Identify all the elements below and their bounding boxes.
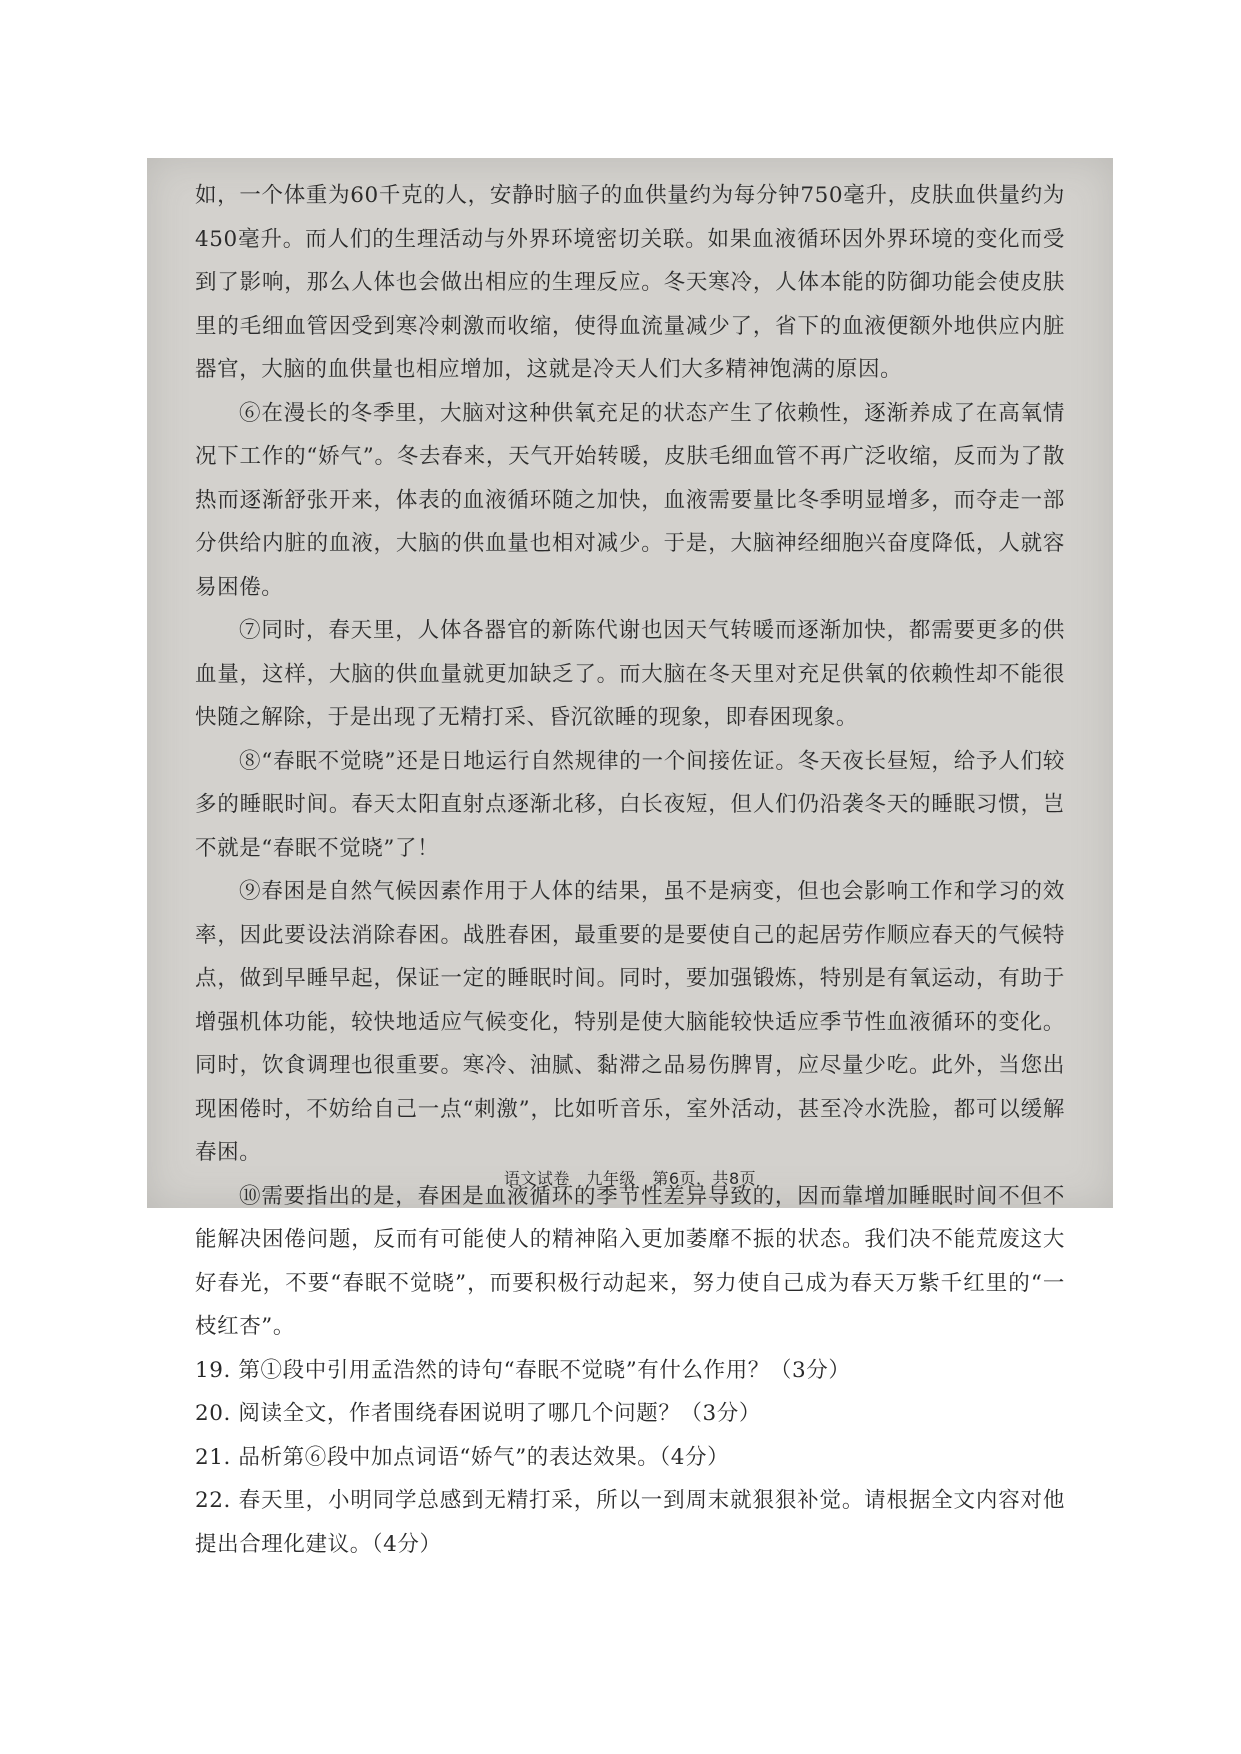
passage-paragraph-10: ⑩需要指出的是，春困是血液循环的季节性差异导致的，因而靠增加睡眠时间不但不能解决困倦问题，反而有可能使人的精神陷入更加萎靡不振的状态。我们决不能荒废这大好春光，不要“春眠不觉晓”，而要积极行动起来，努力使自己成为春天万紫千红里的“一枝红杏”。: [195, 1183, 1065, 1339]
question-list: [195, 1349, 1065, 1567]
passage-paragraph-6: ⑥在漫长的冬季里，大脑对这种供氧充足的状态产生了依赖性，逐渐养成了在高氧情况下工作的“娇气”。冬去春来，天气开始转暖，皮肤毛细血管不再广泛收缩，反而为了散热而逐渐舒张开来，体表的血液循环随之加快，血液需要量比冬季明显增多，而夺走一部分供给内脏的血液，大脑的供血量也相对减少。于是，大脑神经细胞兴奋度降低，人就容易困倦。: [195, 400, 1065, 600]
reading-passage: [195, 174, 1065, 1566]
question-19: 19. 第①段中引用孟浩然的诗句“春眠不觉晓”有什么作用？（3分）: [195, 1357, 851, 1383]
question-20: 20. 阅读全文，作者围绕春困说明了哪几个问题？（3分）: [195, 1401, 762, 1426]
question-22: 22. 春天里，小明同学总感到无精打采，所以一到周末就狠狠补觉。请根据全文内容对他提出合理化建议。（4分）: [195, 1488, 1065, 1557]
passage-paragraph-7: ⑦同时，春天里，人体各器官的新陈代谢也因天气转暖而逐渐加快，都需要更多的供血量，这样，大脑的供血量就更加缺乏了。而大脑在冬天里对充足供氧的依赖性却不能很快随之解除，于是出现了无精打采、昏沉欲睡的现象，即春困现象。: [195, 618, 1065, 730]
passage-paragraph-9: ⑨春困是自然气候因素作用于人体的结果，虽不是病变，但也会影响工作和学习的效率，因此要设法消除春困。战胜春困，最重要的是要使自己的起居劳作顺应春天的气候特点，做到早睡早起，保证一定的睡眠时间。同时，要加强锻炼，特别是有氧运动，有助于增强机体功能，较快地适应气候变化，特别是使大脑能较快适应季节性血液循环的变化。同时，饮食调理也很重要。寒冷、油腻、黏滞之品易伤脾胃，应尽量少吃。此外，当您出现困倦时，不妨给自己一点“刺激”，比如听音乐，室外活动，甚至冷水洗脸，都可以缓解春困。: [195, 879, 1065, 1165]
passage-paragraph-8: ⑧“春眠不觉晓”还是日地运行自然规律的一个间接佐证。冬天夜长昼短，给予人们较多的睡眠时间。春天太阳直射点逐渐北移，白长夜短，但人们仍沿袭冬天的睡眠习惯，岂不就是“春眠不觉晓”了！: [195, 748, 1065, 861]
page-footer: 语文试卷 九年级 第6页，共8页: [503, 1169, 757, 1188]
question-21: 21. 品析第⑥段中加点词语“娇气”的表达效果。（4分）: [195, 1444, 730, 1470]
passage-paragraph-5-continued: 如，一个体重为60千克的人，安静时脑子的血供量约为每分钟750毫升，皮肤血供量约为450毫升。而人们的生理活动与外界环境密切关联。如果血液循环因外界环境的变化而受到了影响，那么人体也会做出相应的生理反应。冬天寒冷，人体本能的防御功能会使皮肤里的毛细血管因受到寒冷刺激而收缩，使得血流量减少了，省下的血液便额外地供应内脏器官，大脑的血供量也相应增加，这就是冷天人们大多精神饱满的原因。: [195, 183, 1065, 382]
exam-page: [147, 158, 1113, 1557]
